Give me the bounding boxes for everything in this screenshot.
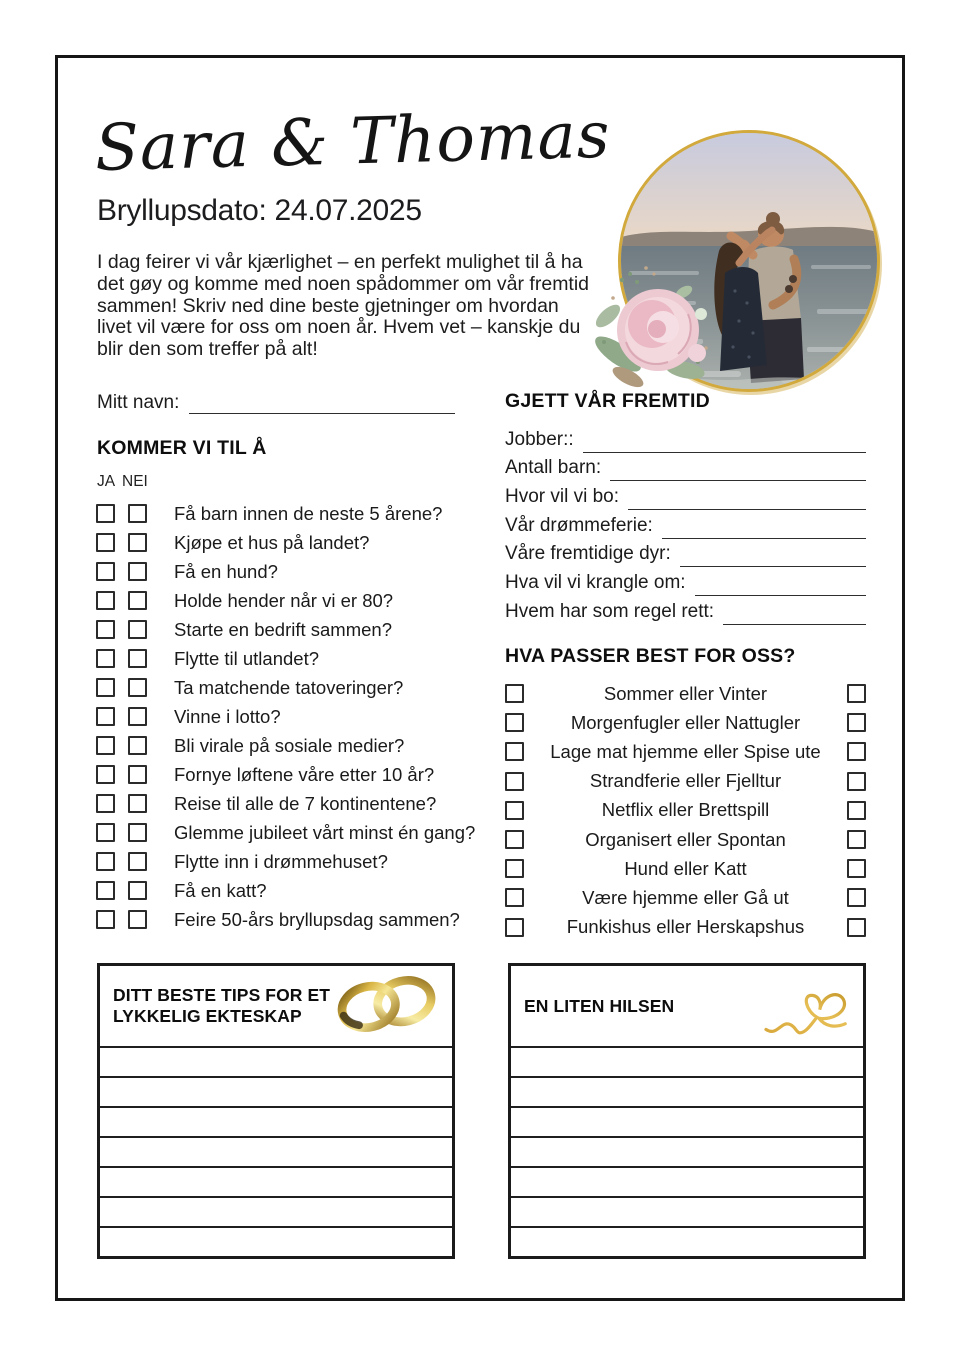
option-left-checkbox[interactable] [505, 918, 524, 937]
ja-checkbox[interactable] [96, 678, 115, 697]
ja-checkbox[interactable] [96, 910, 115, 929]
writing-line[interactable] [100, 1136, 452, 1166]
nei-checkbox[interactable] [128, 562, 147, 581]
ja-checkbox[interactable] [96, 562, 115, 581]
future-field-label: Antall barn: [505, 457, 602, 479]
option-right-checkbox[interactable] [847, 772, 866, 791]
tips-box [97, 963, 455, 1259]
checklist-item-label: Vinne i lotto? [174, 705, 281, 727]
ja-checkbox[interactable] [96, 649, 115, 668]
ja-checkbox[interactable] [96, 620, 115, 639]
name-field [97, 392, 455, 414]
future-title: GJETT VÅR FREMTID [505, 390, 710, 412]
ja-checkbox[interactable] [96, 504, 115, 523]
nei-column-label: NEI [122, 473, 148, 490]
checklist-row [96, 847, 476, 876]
option-right-checkbox[interactable] [847, 918, 866, 937]
future-field [505, 481, 866, 510]
future-field [505, 453, 866, 482]
checklist-row [96, 673, 476, 702]
writing-line[interactable] [511, 1136, 863, 1166]
ja-checkbox[interactable] [96, 765, 115, 784]
checklist-title: KOMMER VI TIL Å [97, 437, 267, 459]
bestfit-option [505, 737, 866, 766]
option-left-checkbox[interactable] [505, 742, 524, 761]
option-left-checkbox[interactable] [505, 684, 524, 703]
option-label: Funkishus eller Herskapshus [566, 916, 805, 938]
tips-box-header [100, 966, 452, 1046]
checklist-row [96, 789, 476, 818]
checklist-row [96, 905, 476, 934]
option-label: Organisert eller Spontan [585, 828, 786, 850]
writing-line[interactable] [511, 1076, 863, 1106]
bestfit-option [505, 913, 866, 942]
checklist-row [96, 499, 476, 528]
option-label: Netflix eller Brettspill [601, 799, 770, 821]
checklist-item-label: Ta matchende tatoveringer? [174, 676, 404, 698]
future-field-label: Vår drømmeferie: [505, 514, 653, 536]
nei-checkbox[interactable] [128, 533, 147, 552]
checklist-row [96, 731, 476, 760]
checklist-item-label: Fornye løftene våre etter 10 år? [174, 763, 435, 785]
ja-column-label: JA [97, 473, 116, 490]
checklist-item-label: Få en katt? [174, 879, 267, 901]
future-field-line[interactable] [695, 573, 866, 596]
option-left-checkbox[interactable] [505, 713, 524, 732]
future-field-label: Jobber:: [505, 428, 574, 450]
writing-line[interactable] [511, 1196, 863, 1226]
bestfit-option [505, 825, 866, 854]
nei-checkbox[interactable] [128, 736, 147, 755]
future-field-label: Hva vil vi krangle om: [505, 572, 686, 594]
rose-flower-icon [588, 258, 726, 396]
greeting-box-title: EN LITEN HILSEN [524, 995, 675, 1016]
future-field-label: Våre fremtidige dyr: [505, 543, 671, 565]
future-fields [505, 424, 866, 625]
checklist-item-label: Starte en bedrift sammen? [174, 618, 392, 640]
greeting-box-header [511, 966, 863, 1046]
option-right-checkbox[interactable] [847, 859, 866, 878]
nei-checkbox[interactable] [128, 881, 147, 900]
checklist-row [96, 644, 476, 673]
ja-checkbox[interactable] [96, 881, 115, 900]
ja-checkbox[interactable] [96, 736, 115, 755]
writing-line[interactable] [511, 1166, 863, 1196]
option-label: Hund eller Katt [624, 857, 747, 879]
ja-checkbox[interactable] [96, 823, 115, 842]
greeting-writing-area [511, 1046, 863, 1256]
writing-line[interactable] [100, 1166, 452, 1196]
checklist-item-label: Reise til alle de 7 kontinentene? [174, 792, 437, 814]
writing-line[interactable] [100, 1226, 452, 1256]
future-field-line[interactable] [610, 458, 866, 481]
nei-checkbox[interactable] [128, 794, 147, 813]
writing-line[interactable] [511, 1226, 863, 1256]
option-right-checkbox[interactable] [847, 713, 866, 732]
intro-text: I dag feirer vi vår kjærlighet – en perfekt mulighet til å ha det gøy og komme med noen spådommer om vår fremtid sammen! Skriv ned dine beste gjetninger om hvordan livet vil være for oss om noen år. Hvem vet – kanskje du blir den som treffer på alt! [97, 251, 590, 361]
checklist-item-label: Feire 50-års bryllupsdag sammen? [174, 908, 460, 930]
writing-line[interactable] [100, 1106, 452, 1136]
tips-writing-area [100, 1046, 452, 1256]
option-label: Lage mat hjemme eller Spise ute [550, 740, 821, 762]
future-field-line[interactable] [662, 516, 866, 539]
ja-checkbox[interactable] [96, 852, 115, 871]
tips-box-title-line2: LYKKELIG EKTESKAP [113, 1006, 302, 1026]
writing-line[interactable] [511, 1046, 863, 1076]
nei-checkbox[interactable] [128, 823, 147, 842]
option-label: Strandferie eller Fjelltur [589, 770, 782, 792]
checklist [96, 499, 476, 934]
checklist-row [96, 557, 476, 586]
checklist-row [96, 760, 476, 789]
wedding-date: Bryllupsdato: 24.07.2025 [97, 194, 422, 227]
option-label: Være hjemme eller Gå ut [582, 886, 789, 908]
bestfit-options [505, 679, 866, 942]
gold-heart-icon [761, 971, 853, 1042]
future-field-label: Hvem har som regel rett: [505, 600, 715, 622]
checklist-item-label: Holde hender når vi er 80? [174, 589, 394, 611]
nei-checkbox[interactable] [128, 620, 147, 639]
bestfit-option [505, 796, 866, 825]
rose-flower-decoration [588, 258, 726, 396]
checklist-item-label: Bli virale på sosiale medier? [174, 734, 405, 756]
bestfit-option [505, 767, 866, 796]
bestfit-option [505, 854, 866, 883]
nei-checkbox[interactable] [128, 504, 147, 523]
checklist-row [96, 615, 476, 644]
checklist-item-label: Flytte til utlandet? [174, 647, 319, 669]
nei-checkbox[interactable] [128, 678, 147, 697]
option-right-checkbox[interactable] [847, 801, 866, 820]
option-right-checkbox[interactable] [847, 888, 866, 907]
option-left-checkbox[interactable] [505, 859, 524, 878]
future-field [505, 539, 866, 568]
future-field [505, 596, 866, 625]
nei-checkbox[interactable] [128, 765, 147, 784]
future-field-label: Hvor vil vi bo: [505, 486, 620, 508]
option-left-checkbox[interactable] [505, 801, 524, 820]
checklist-row [96, 586, 476, 615]
checklist-row [96, 528, 476, 557]
checklist-item-label: Glemme jubileet vårt minst én gang? [174, 821, 476, 843]
future-field [505, 567, 866, 596]
future-field-line[interactable] [680, 544, 866, 567]
nei-checkbox[interactable] [128, 707, 147, 726]
bestfit-option [505, 883, 866, 912]
nei-checkbox[interactable] [128, 649, 147, 668]
writing-line[interactable] [100, 1046, 452, 1076]
checklist-row [96, 818, 476, 847]
option-right-checkbox[interactable] [847, 684, 866, 703]
nei-checkbox[interactable] [128, 910, 147, 929]
bestfit-option [505, 708, 866, 737]
future-field [505, 424, 866, 453]
future-field-line[interactable] [723, 602, 866, 625]
couple-names-title: Sara & Thomas [94, 98, 612, 187]
checklist-item-label: Flytte inn i drømmehuset? [174, 850, 388, 872]
bestfit-title: HVA PASSER BEST FOR OSS? [505, 645, 796, 667]
tips-box-title-line1: DITT BESTE TIPS FOR ET [113, 985, 331, 1005]
ja-checkbox[interactable] [96, 794, 115, 813]
option-left-checkbox[interactable] [505, 772, 524, 791]
ja-checkbox[interactable] [96, 533, 115, 552]
bestfit-option [505, 679, 866, 708]
writing-line[interactable] [511, 1106, 863, 1136]
option-right-checkbox[interactable] [847, 830, 866, 849]
checklist-item-label: Få barn innen de neste 5 årene? [174, 502, 443, 524]
writing-line[interactable] [100, 1196, 452, 1226]
tips-box-title [113, 985, 330, 1027]
name-field-label: Mitt navn: [97, 392, 180, 413]
writing-line[interactable] [100, 1076, 452, 1106]
nei-checkbox[interactable] [128, 591, 147, 610]
future-field-line[interactable] [628, 487, 866, 510]
option-left-checkbox[interactable] [505, 830, 524, 849]
ja-checkbox[interactable] [96, 707, 115, 726]
name-field-line[interactable] [189, 393, 455, 414]
checklist-row [96, 702, 476, 731]
future-field [505, 510, 866, 539]
checklist-item-label: Kjøpe et hus på landet? [174, 531, 370, 553]
nei-checkbox[interactable] [128, 852, 147, 871]
future-field-line[interactable] [583, 430, 866, 453]
option-right-checkbox[interactable] [847, 742, 866, 761]
checklist-item-label: Få en hund? [174, 560, 278, 582]
checklist-column-headers [97, 473, 148, 491]
option-label: Morgenfugler eller Nattugler [570, 711, 801, 733]
option-left-checkbox[interactable] [505, 888, 524, 907]
ja-checkbox[interactable] [96, 591, 115, 610]
option-label: Sommer eller Vinter [603, 682, 768, 704]
wedding-rings-icon [334, 973, 442, 1040]
checklist-row [96, 876, 476, 905]
greeting-box [508, 963, 866, 1259]
